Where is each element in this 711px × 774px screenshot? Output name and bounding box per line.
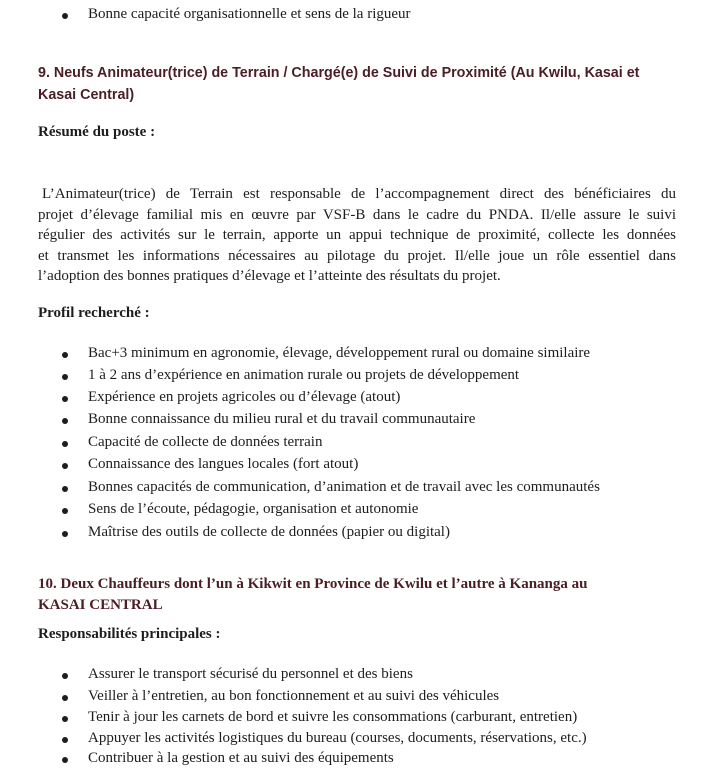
list-item xyxy=(88,6,411,23)
list-item xyxy=(88,688,499,705)
list-item xyxy=(88,367,519,384)
list-item xyxy=(88,479,600,496)
bullet-icon xyxy=(62,13,68,19)
list-item-text: Bonnes capacités de communication, d’animation et de travail avec les communautés xyxy=(88,479,600,495)
list-item xyxy=(88,345,590,362)
section-10-title-line-1: 10. Deux Chauffeurs dont l’un à Kikwit en Province de Kwilu et l’autre à Kananga au xyxy=(38,576,588,592)
bullet-icon xyxy=(62,695,68,701)
bullet-icon xyxy=(62,737,68,743)
bullet-icon xyxy=(62,673,68,679)
list-item-text: 1 à 2 ans d’expérience en animation rurale ou projets de développement xyxy=(88,367,520,383)
bullet-icon xyxy=(62,757,68,763)
bullet-icon xyxy=(62,508,68,514)
list-item-text: Bac+3 minimum en agronomie, élevage, développement rural ou domaine similaire xyxy=(88,345,591,361)
list-item-text: Bonne capacité organisationnelle et sens de la rigueur xyxy=(88,6,411,22)
section-9-title-line-1: 9. Neufs Animateur(trice) de Terrain / Chargé(e) de Suivi de Proximité (Au Kwilu, Kasai et xyxy=(38,65,640,81)
list-item xyxy=(88,730,587,747)
list-item-text: Bonne connaissance du milieu rural et du travail communautaire xyxy=(88,411,476,427)
list-item-text: Tenir à jour les carnets de bord et suivre les consommations (carburant, entretien) xyxy=(88,709,578,725)
bullet-icon xyxy=(62,531,68,537)
list-item xyxy=(88,666,413,683)
list-item xyxy=(88,434,322,451)
section-9-title-line-2: Kasai Central) xyxy=(38,87,135,103)
list-item xyxy=(88,389,400,406)
responsibilities-heading: Responsabilités principales : xyxy=(38,626,221,642)
bullet-icon xyxy=(62,486,68,492)
summary-paragraph xyxy=(38,184,676,287)
list-item-text: Connaissance des langues locales (fort atout) xyxy=(88,456,359,472)
list-item xyxy=(88,411,475,428)
section-10-title-line-2: KASAI CENTRAL xyxy=(38,597,163,613)
list-item-text: Sens de l’écoute, pédagogie, organisation et autonomie xyxy=(88,501,419,517)
list-item-text: Contribuer à la gestion et au suivi des équipements xyxy=(88,750,394,766)
summary-line: et transmet les informations nécessaires au pilotage du projet. Il/elle joue un rôle essentiel dans xyxy=(38,247,676,264)
summary-line: régulier des activités sur le terrain, apporte un appui technique de proximité, collecte les données xyxy=(38,227,676,244)
summary-line: projet d’élevage familial mis en œuvre par VSF-B dans le cadre du PNDA. Il/elle assure le suivi xyxy=(38,206,676,223)
list-item-text: Capacité de collecte de données terrain xyxy=(88,434,323,450)
summary-line: l’adoption des bonnes pratiques d’élevage et l’atteinte des résultats du projet. xyxy=(38,268,501,285)
bullet-icon xyxy=(62,716,68,722)
list-item xyxy=(88,750,394,767)
list-item xyxy=(88,524,450,541)
list-item-text: Appuyer les activités logistiques du bureau (courses, documents, réservations, etc.) xyxy=(88,730,587,746)
bullet-icon xyxy=(62,418,68,424)
list-item-text: Assurer le transport sécurisé du personnel et des biens xyxy=(88,666,413,682)
list-item-text: Maîtrise des outils de collecte de données (papier ou digital) xyxy=(88,524,450,540)
list-item xyxy=(88,501,418,518)
summary-line: L’Animateur(trice) de Terrain est responsable de l’accompagnement direct des bénéficiaires du xyxy=(42,186,676,202)
bullet-icon xyxy=(62,374,68,380)
summary-heading: Résumé du poste : xyxy=(38,124,156,140)
profile-heading: Profil recherché : xyxy=(38,305,150,321)
bullet-icon xyxy=(62,352,68,358)
bullet-icon xyxy=(62,463,68,469)
list-item-text: Expérience en projets agricoles ou d’élevage (atout) xyxy=(88,389,401,405)
bullet-icon xyxy=(62,441,68,447)
bullet-icon xyxy=(62,396,68,402)
list-item xyxy=(88,456,358,473)
list-item xyxy=(88,709,577,726)
list-item-text: Veiller à l’entretien, au bon fonctionnement et au suivi des véhicules xyxy=(88,688,500,704)
